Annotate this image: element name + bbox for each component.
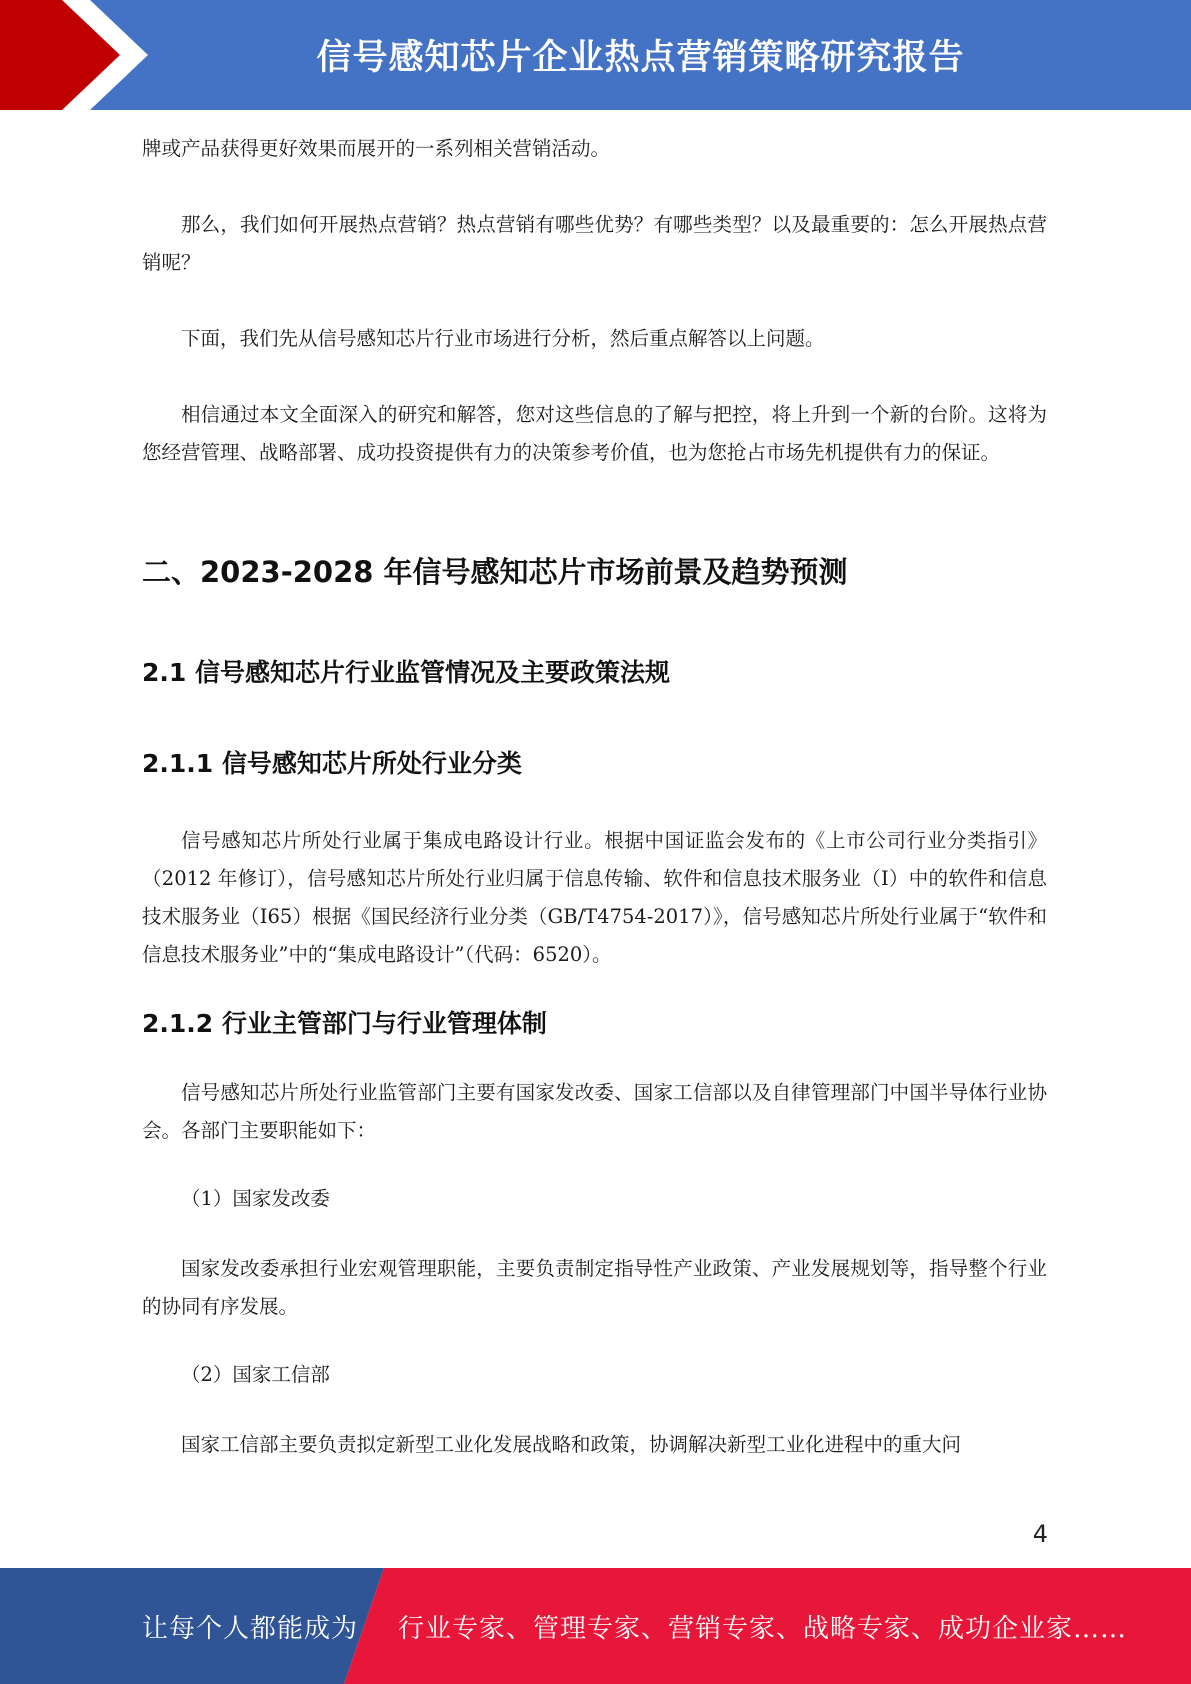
report-title: 信号感知芯片企业热点营销策略研究报告 [316, 38, 965, 78]
document-body [142, 130, 1047, 1502]
subsection-title: 2.1 信号感知芯片行业监管情况及主要政策法规 [142, 658, 670, 687]
paragraph-value: 相信通过本文全面深入的研究和解答，您对这些信息的了解与把控，将上升到一个新的台阶。这将为您经营管理、战略部署、成功投资提供有力的决策参考价值，也为您抢占市场先机提供有力的保证。 [142, 403, 1047, 464]
page-number: 4 [1032, 1520, 1048, 1548]
footer-slogan-right: 行业专家、管理专家、营销专家、战略专家、成功企业家…… [398, 1613, 1128, 1644]
item1-label: （1）国家发改委 [181, 1187, 330, 1210]
paragraph-intro: 下面，我们先从信号感知芯片行业市场进行分析，然后重点解答以上问题。 [181, 327, 825, 350]
page-header [0, 0, 1191, 110]
item1-paragraph: 国家发改委承担行业宏观管理职能，主要负责制定指导性产业政策、产业发展规划等，指导整个行业的协同有序发展。 [142, 1257, 1047, 1318]
item2-paragraph: 国家工信部主要负责拟定新型工业化发展战略和政策，协调解决新型工业化进程中的重大问 [181, 1433, 962, 1456]
paragraph-continuation: 牌或产品获得更好效果而展开的一系列相关营销活动。 [142, 137, 611, 160]
sub1-paragraph: 信号感知芯片所处行业属于集成电路设计行业。根据中国证监会发布的《上市公司行业分类指引》（2012 年修订），信号感知芯片所处行业归属于信息传输、软件和信息技术服务业（I）中的软件和信息技术服务业（I65）根据《国民经济行业分类（GB/T4754-2017）》，信号感知芯片所处行业属于“软件和信息技术服务业”中的“集成电路设计”（代码：6520）。 [142, 829, 1047, 966]
paragraph-questions: 那么，我们如何开展热点营销？热点营销有哪些优势？有哪些类型？以及最重要的：怎么开展热点营销呢？ [142, 213, 1047, 274]
sub1-title: 2.1.1 信号感知芯片所处行业分类 [142, 749, 522, 778]
item2-label: （2）国家工信部 [181, 1363, 330, 1386]
page-footer [0, 1568, 1191, 1684]
sub2-paragraph: 信号感知芯片所处行业监管部门主要有国家发改委、国家工信部以及自律管理部门中国半导体行业协会。各部门主要职能如下： [142, 1081, 1047, 1142]
footer-slogan-left: 让每个人都能成为 [142, 1613, 359, 1644]
sub2-title: 2.1.2 行业主管部门与行业管理体制 [142, 1009, 547, 1038]
section-title: 二、2023-2028 年信号感知芯片市场前景及趋势预测 [142, 555, 848, 589]
